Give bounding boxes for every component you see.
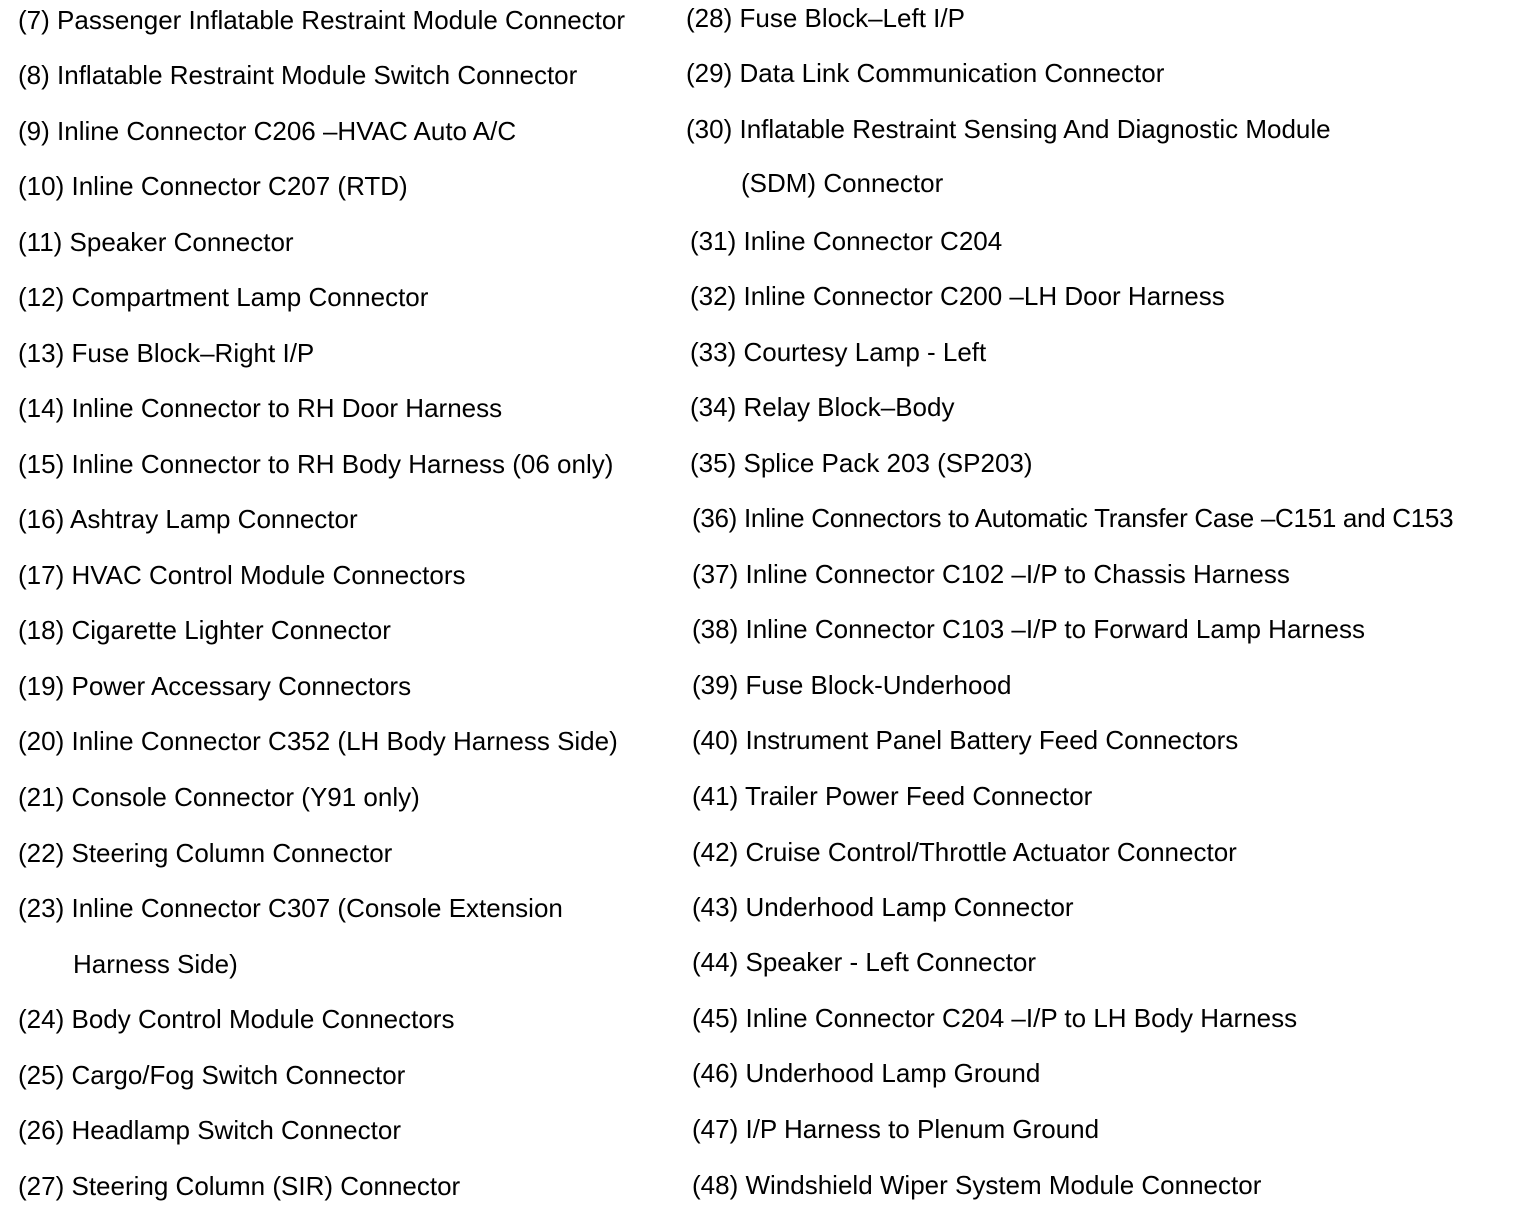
legend-item xyxy=(18,1171,460,1201)
legend-number: (8) xyxy=(18,60,50,90)
legend-number: (7) xyxy=(18,5,50,35)
legend-number: (34) xyxy=(690,392,737,422)
legend-item xyxy=(18,1060,405,1090)
legend-item-continuation xyxy=(18,949,238,979)
legend-number: (42) xyxy=(692,837,739,867)
legend-label: Speaker Connector xyxy=(69,227,294,257)
legend-item xyxy=(692,837,1237,867)
legend-item xyxy=(18,449,613,479)
legend-label: Harness Side) xyxy=(73,949,238,979)
legend-item xyxy=(18,171,408,201)
legend-label: Inline Connector C307 (Console Extension xyxy=(71,893,563,923)
legend-number: (9) xyxy=(18,116,50,146)
legend-item xyxy=(18,560,466,590)
legend-number: (15) xyxy=(18,449,65,479)
legend-item xyxy=(692,559,1290,589)
legend-item xyxy=(690,392,954,422)
legend-item xyxy=(18,338,314,368)
legend-label: Instrument Panel Battery Feed Connectors xyxy=(745,725,1239,755)
legend-number: (30) xyxy=(686,114,733,144)
legend-number: (11) xyxy=(18,227,63,257)
legend-item xyxy=(690,337,986,367)
legend-item xyxy=(692,892,1074,922)
legend-label: Inflatable Restraint Sensing And Diagnostic Module xyxy=(739,114,1331,144)
legend-label: Console Connector (Y91 only) xyxy=(71,782,420,812)
legend-label: Fuse Block-Underhood xyxy=(745,670,1012,700)
legend-number: (41) xyxy=(692,781,739,811)
legend-label: Inline Connector C200 –LH Door Harness xyxy=(743,281,1225,311)
legend-number: (45) xyxy=(692,1003,739,1033)
legend-number: (43) xyxy=(692,892,739,922)
legend-label: Headlamp Switch Connector xyxy=(71,1115,401,1145)
legend-item xyxy=(18,671,411,701)
legend-label: Inline Connector C352 (LH Body Harness Side) xyxy=(71,726,618,756)
legend-item xyxy=(18,838,392,868)
legend-item xyxy=(18,5,625,35)
legend-number: (12) xyxy=(18,282,65,312)
legend-item xyxy=(18,282,428,312)
legend-item xyxy=(18,60,577,90)
legend-item xyxy=(18,782,420,812)
legend-item xyxy=(692,725,1238,755)
legend-number: (29) xyxy=(686,58,733,88)
legend-number: (19) xyxy=(18,671,65,701)
legend-item xyxy=(18,116,516,146)
legend-label: HVAC Control Module Connectors xyxy=(71,560,466,590)
legend-label: Inline Connector to RH Body Harness (06 only) xyxy=(71,449,614,479)
legend-item xyxy=(686,58,1164,88)
legend-number: (44) xyxy=(692,947,739,977)
legend-item xyxy=(690,226,1002,256)
legend-number: (26) xyxy=(18,1115,65,1145)
legend-label: Steering Column Connector xyxy=(71,838,393,868)
legend-number: (32) xyxy=(690,281,737,311)
legend-number: (18) xyxy=(18,615,65,645)
legend-number: (33) xyxy=(690,337,737,367)
legend-number: (36) xyxy=(692,503,738,533)
legend-item-continuation xyxy=(686,168,943,198)
legend-label: Windshield Wiper System Module Connector xyxy=(745,1170,1262,1200)
legend-label: Courtesy Lamp - Left xyxy=(743,337,987,367)
legend-label: Splice Pack 203 (SP203) xyxy=(743,448,1033,478)
legend-item xyxy=(690,281,1225,311)
legend-label: Cargo/Fog Switch Connector xyxy=(71,1060,406,1090)
legend-label: I/P Harness to Plenum Ground xyxy=(745,1114,1100,1144)
legend-number: (28) xyxy=(686,3,733,33)
legend-number: (38) xyxy=(692,614,739,644)
legend-number: (37) xyxy=(692,559,739,589)
legend-item xyxy=(18,893,563,923)
legend-label: Inflatable Restraint Module Switch Connector xyxy=(57,60,578,90)
legend-label: Fuse Block–Left I/P xyxy=(739,3,965,33)
legend-number: (14) xyxy=(18,393,65,423)
legend-label: Inline Connector C206 –HVAC Auto A/C xyxy=(57,116,517,146)
legend-number: (17) xyxy=(18,560,65,590)
legend-number: (22) xyxy=(18,838,65,868)
legend-label: Inline Connectors to Automatic Transfer Case –C151 and C153 xyxy=(743,503,1454,533)
legend-item xyxy=(692,1003,1297,1033)
legend-number: (13) xyxy=(18,338,65,368)
legend-item xyxy=(18,393,502,423)
legend-item xyxy=(692,1114,1099,1144)
legend-item xyxy=(692,947,1036,977)
legend-number: (47) xyxy=(692,1114,739,1144)
legend-number: (10) xyxy=(18,171,65,201)
legend-number: (24) xyxy=(18,1004,65,1034)
legend-label: Underhood Lamp Connector xyxy=(745,892,1074,922)
legend-number: (48) xyxy=(692,1170,739,1200)
legend-number: (39) xyxy=(692,670,739,700)
legend-number: (27) xyxy=(18,1171,65,1201)
legend-item xyxy=(692,781,1092,811)
legend-label: Power Accessary Connectors xyxy=(71,671,412,701)
legend-label: Relay Block–Body xyxy=(743,392,955,422)
legend-label: Trailer Power Feed Connector xyxy=(745,781,1093,811)
legend-item xyxy=(692,614,1365,644)
legend-item xyxy=(686,114,1331,144)
legend-label: Underhood Lamp Ground xyxy=(745,1058,1041,1088)
legend-number: (40) xyxy=(692,725,739,755)
legend-number: (21) xyxy=(18,782,65,812)
legend-item xyxy=(18,227,294,257)
legend-number: (23) xyxy=(18,893,65,923)
legend-label: Passenger Inflatable Restraint Module Connector xyxy=(57,5,626,35)
legend-label: Cigarette Lighter Connector xyxy=(71,615,391,645)
legend-number: (16) xyxy=(18,504,65,534)
legend-number: (25) xyxy=(18,1060,65,1090)
legend-label: Compartment Lamp Connector xyxy=(71,282,429,312)
legend-item xyxy=(686,3,965,33)
legend-item xyxy=(18,615,391,645)
legend-number: (35) xyxy=(690,448,737,478)
legend-label: Cruise Control/Throttle Actuator Connector xyxy=(745,837,1237,867)
legend-item xyxy=(18,1115,401,1145)
legend-item xyxy=(692,670,1011,700)
legend-label: Ashtray Lamp Connector xyxy=(70,504,358,534)
legend-item xyxy=(18,504,358,534)
legend-item xyxy=(692,1058,1040,1088)
legend-label: Fuse Block–Right I/P xyxy=(71,338,315,368)
legend-number: (46) xyxy=(692,1058,739,1088)
legend-label: Inline Connector C103 –I/P to Forward Lamp Harness xyxy=(745,614,1365,644)
legend-label: Inline Connector to RH Door Harness xyxy=(71,393,503,423)
legend-number: (20) xyxy=(18,726,65,756)
legend-label: Data Link Communication Connector xyxy=(739,58,1165,88)
legend-item xyxy=(692,1170,1261,1200)
legend-item xyxy=(18,1004,454,1034)
legend-label: Inline Connector C204 –I/P to LH Body Harness xyxy=(745,1003,1298,1033)
legend-label: Steering Column (SIR) Connector xyxy=(71,1171,461,1201)
legend-label: Speaker - Left Connector xyxy=(745,947,1036,977)
legend-item xyxy=(18,726,618,756)
legend-label: Body Control Module Connectors xyxy=(71,1004,455,1034)
legend-label: Inline Connector C102 –I/P to Chassis Harness xyxy=(745,559,1290,589)
legend-label: Inline Connector C204 xyxy=(743,226,1003,256)
legend-item xyxy=(692,503,1453,533)
legend-label: (SDM) Connector xyxy=(741,168,944,198)
legend-number: (31) xyxy=(690,226,737,256)
legend-label: Inline Connector C207 (RTD) xyxy=(71,171,408,201)
legend-item xyxy=(690,448,1033,478)
